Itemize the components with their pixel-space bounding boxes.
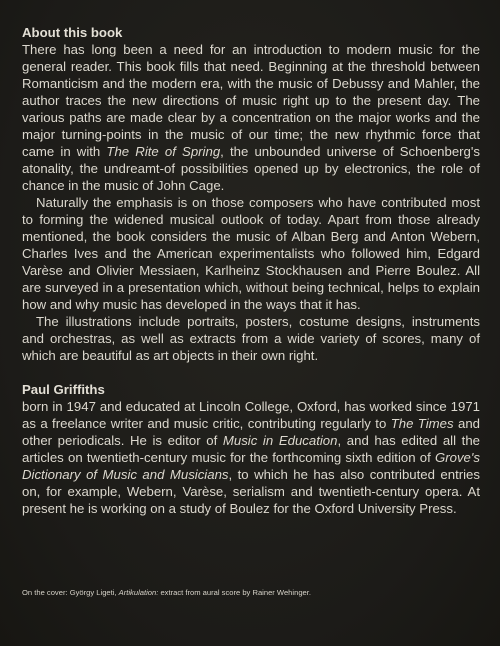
about-p1-text-1: There has long been a need for an introduction to modern music for the general reader. This book fills that need. Beginning at the threshold between Romanticism and the modern era, with the music of Debussy and Mahler, the author traces the new directions of music right up to the present day. The various paths are made clear by a concentration on the major works and the major turning-points in the music of our time; the new rhythmic force that came in with — [22, 42, 480, 159]
section-gap — [22, 364, 480, 381]
rite-of-spring-title: The Rite of Spring — [106, 144, 221, 159]
about-paragraph-2: Naturally the emphasis is on those composers who have contributed most to forming the widened musical outlook of today. Apart from those already mentioned, the book considers the music of Alban Berg and Anton Webern, Charles Ives and the American experimentalists who followed him, Edgard Varèse and Olivier Messiaen, Karlheinz Stockhausen and Pierre Boulez. All are surveyed in a presentation which, without being technical, helps to explain how and why music has developed in the ways that it has. — [22, 195, 480, 312]
author-bio-text-1: born in 1947 and educated at Lincoln College, Oxford, has worked since 1971 as a freelance writer and music critic, contributing regularly to — [22, 399, 480, 431]
about-heading: About this book — [22, 25, 123, 40]
cover-credit-text-1: On the cover: György Ligeti, — [22, 588, 119, 597]
cover-credit — [22, 588, 311, 598]
author-bio-text-2: and other periodicals. He is editor of — [22, 416, 480, 448]
author-name: Paul Griffiths — [22, 382, 105, 397]
about-p1-text-2: , the unbounded universe of Schoenberg's atonality, the undreamt-of possibilities opened up by electronics, the role of chance in the music of John Cage. — [22, 144, 480, 193]
author-bio-text-3: , and has edited all the articles on twentieth-century music for the forthcoming sixth edition of — [22, 433, 480, 465]
the-times-title: The Times — [390, 416, 454, 431]
artikulation-title: Artikulation: — [118, 588, 159, 597]
music-in-education-title: Music in Education — [222, 433, 338, 448]
about-paragraph-3: The illustrations include portraits, posters, costume designs, instruments and orchestras, as well as extracts from a wide variety of scores, many of which are beautiful as art objects in their own right. — [22, 314, 480, 363]
about-paragraph-1 — [22, 41, 480, 194]
author-bio — [22, 398, 480, 517]
groves-dictionary-title: Grove's Dictionary of Music and Musicians — [22, 450, 480, 482]
author-bio-text-4: , to which he has also contributed entries on, for example, Webern, Varèse, serialism and twentieth-century opera. At present he is working on a study of Boulez for the Oxford University Press. — [22, 467, 480, 516]
cover-credit-text-2: extract from aural score by Rainer Wehinger. — [158, 588, 311, 597]
